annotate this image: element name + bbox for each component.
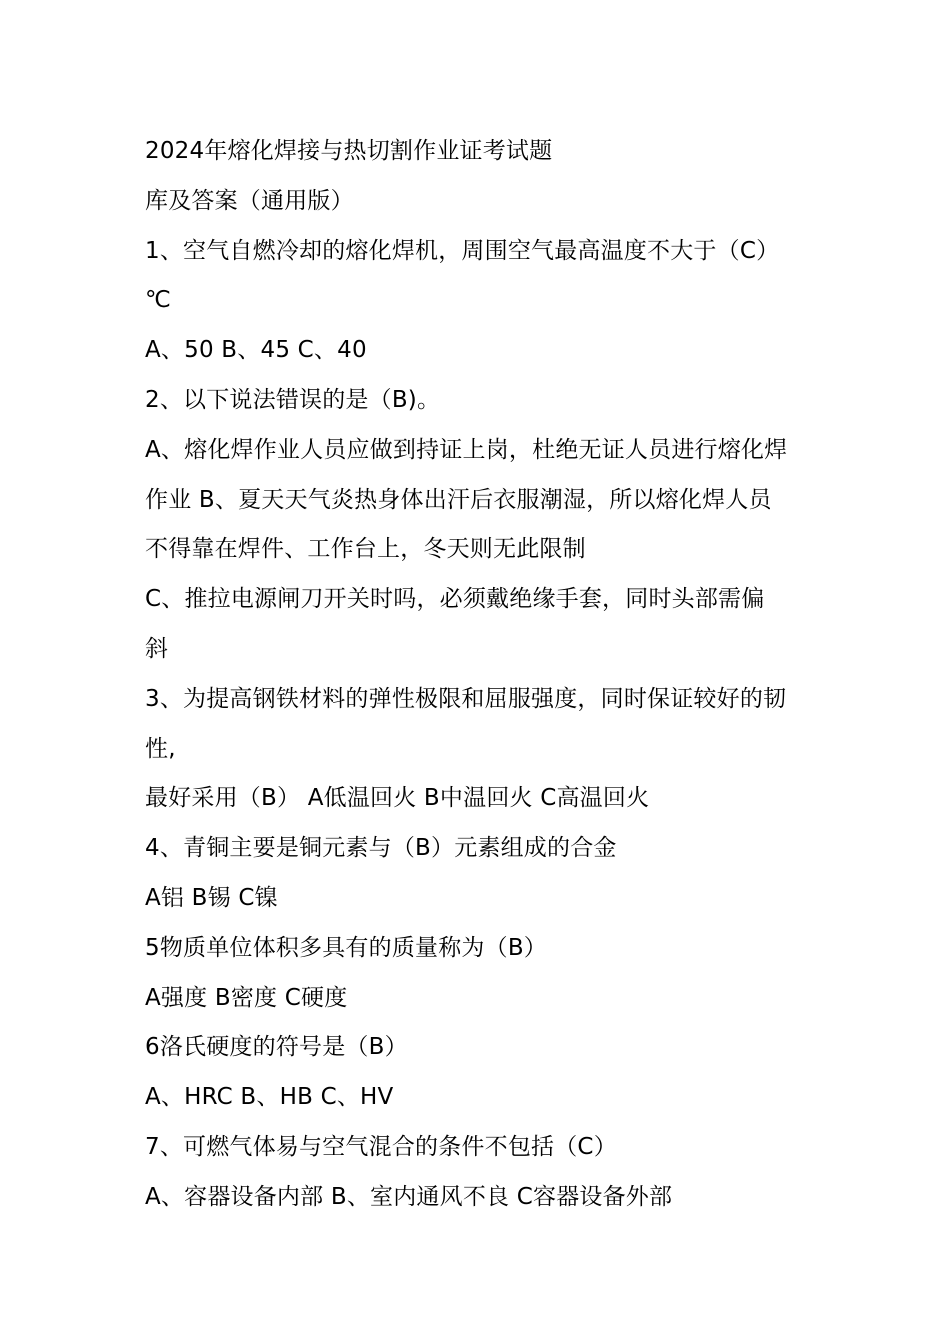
question-2-option-c-cont: 斜 [145, 635, 169, 662]
question-2-text: 2、以下说法错误的是（B)。 [145, 386, 441, 413]
question-2-option-b-cont: 不得靠在焊件、工作台上，冬天则无此限制 [145, 536, 586, 563]
document-body [145, 127, 825, 1223]
question-2-option-c: C、推拉电源闸刀开关时吗，必须戴绝缘手套，同时头部需偏 [145, 586, 765, 613]
question-5-text: 5物质单位体积多具有的质量称为（B） [145, 934, 548, 961]
question-4-options: A铝 B锡 C镍 [145, 884, 278, 911]
question-3-text: 3、为提高钢铁材料的弹性极限和屈服强度，同时保证较好的韧 [145, 685, 787, 712]
document-title-line-2: 库及答案（通用版） [145, 187, 354, 214]
question-6-options: A、HRC B、HB C、HV [145, 1084, 394, 1111]
question-7-options: A、容器设备内部 B、室内通风不良 C容器设备外部 [145, 1183, 673, 1210]
question-6-text: 6洛氏硬度的符号是（B） [145, 1034, 408, 1061]
question-1-unit: ℃ [145, 287, 172, 314]
question-3-text-cont: 性, [145, 735, 176, 762]
question-4-text: 4、青铜主要是铜元素与（B）元素组成的合金 [145, 835, 617, 862]
question-1-text: 1、空气自燃冷却的熔化焊机，周围空气最高温度不大于（C） [145, 237, 780, 264]
question-5-options: A强度 B密度 C硬度 [145, 984, 348, 1011]
question-7-text: 7、可燃气体易与空气混合的条件不包括（C） [145, 1133, 617, 1160]
question-2-option-a: A、熔化焊作业人员应做到持证上岗，杜绝无证人员进行熔化焊 [145, 436, 788, 463]
document-title-line-1: 2024年熔化焊接与热切割作业证考试题 [145, 138, 553, 164]
question-1-options: A、50 B、45 C、40 [145, 337, 367, 364]
question-2-option-b: 作业 B、夏天天气炎热身体出汗后衣服潮湿，所以熔化焊人员 [145, 486, 772, 513]
question-3-options: 最好采用（B） A低温回火 B中温回火 C高温回火 [145, 785, 650, 812]
